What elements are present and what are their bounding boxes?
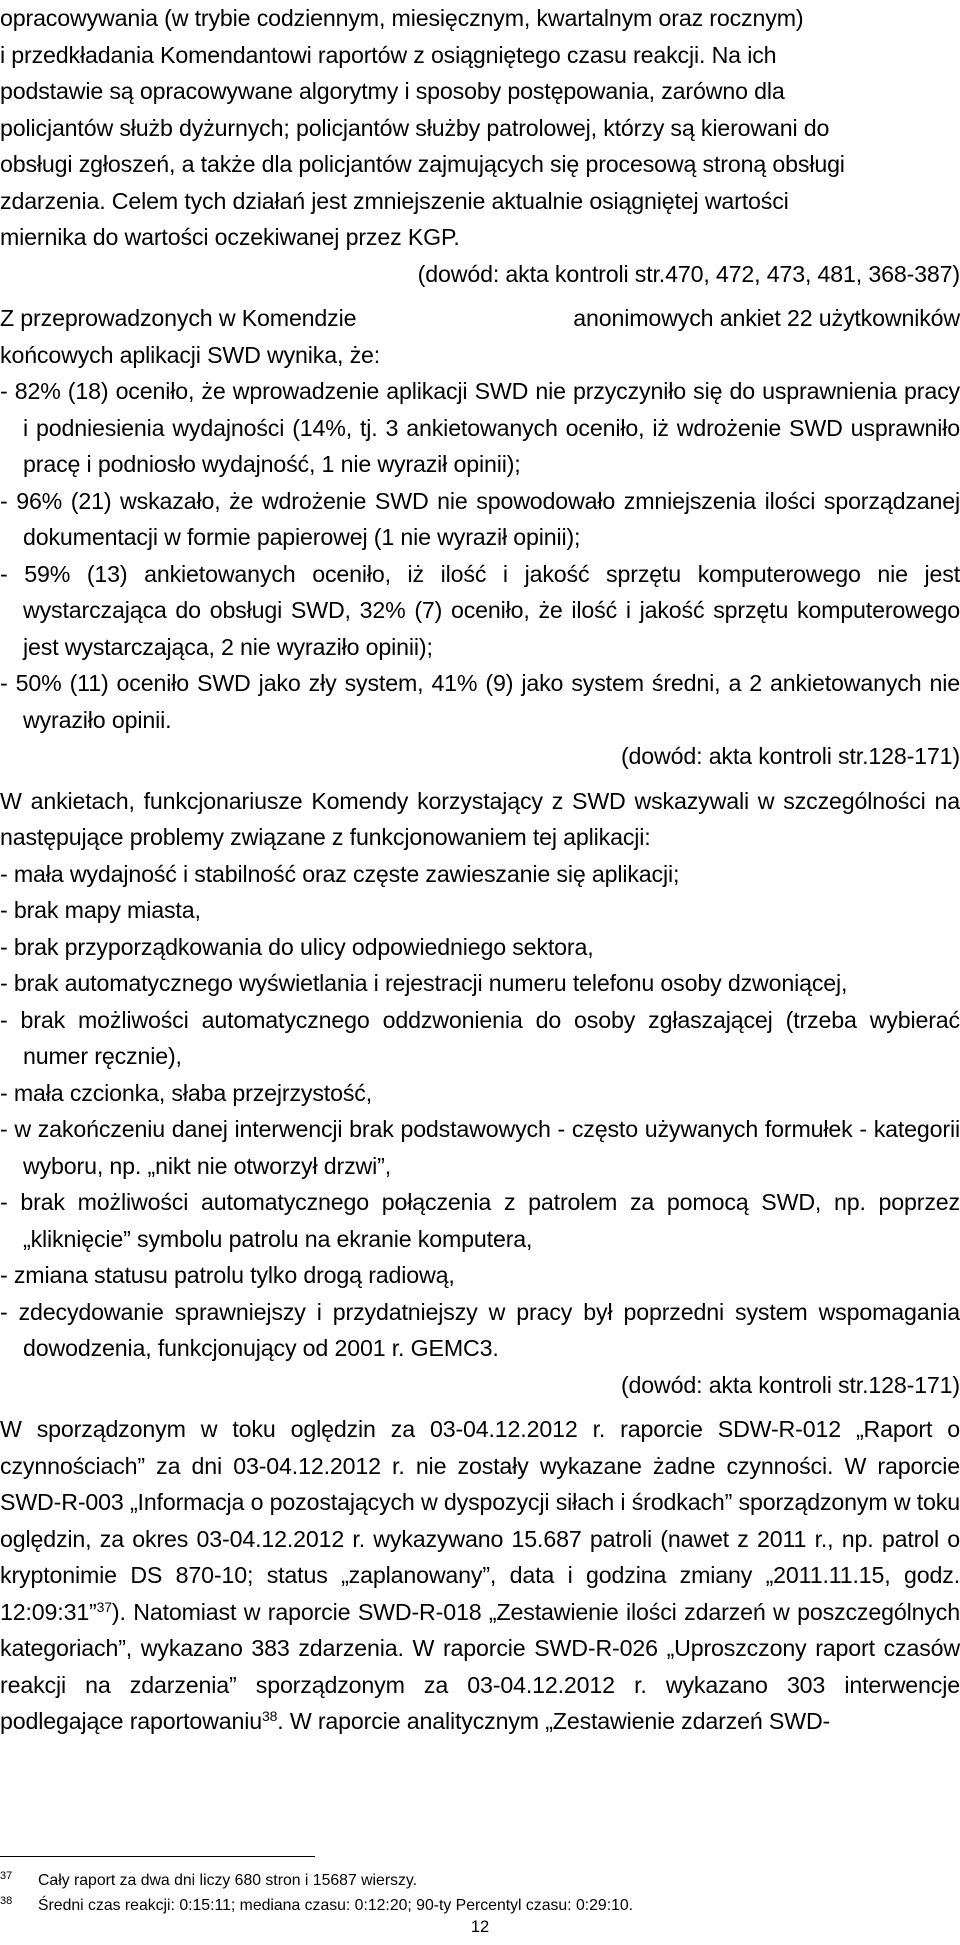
problem-item: - brak przyporządkowania do ulicy odpowiedniego sektora, [0,933,594,960]
problem-item: - brak automatycznego wyświetlania i rejestracji numeru telefonu osoby dzwoniącej, [0,970,848,996]
footnote-ref[interactable]: 37 [96,1598,112,1615]
evidence-reference: (dowód: akta kontroli str.128-171) [620,743,960,769]
final-text: ). Natomiast w raporcie SWD-R-018 „Zestawienie ilości zdarzeń w poszczególnych kategoriach”, wykazano 383 zdarzenia. W raporcie SWD-R-026 „Uproszczony raport czasów reakcji na zdarzenia” sporządzonym za 03-04.12.2012 r. wykazano 303 interwencje podlegające raportowaniu [0,1598,960,1734]
evidence-reference: (dowód: akta kontroli str.470, 472, 473, 481, 368-387) [417,260,960,287]
problem-item: - zdecydowanie sprawniejszy i przydatniejszy w pracy był poprzedni system wspomagania dowodzenia, funkcjonujący od 2001 r. GEMC3. [0,1298,960,1361]
survey-intro-line: końcowych aplikacji SWD wynika, że: [0,341,381,368]
intro-line: obsługi zgłoszeń, a także dla policjantów zajmujących się procesową stroną obsługi [0,151,845,177]
footnote-number: 37 [0,1870,13,1882]
problem-item: - w zakończeniu danej interwencji brak podstawowych - często używanych formułek - kategorii wyboru, np. „nikt nie otworzył drzwi”, [0,1116,960,1179]
problem-item: - mała wydajność i stabilność oraz częste zawieszanie się aplikacji; [0,860,680,887]
survey-intro [0,300,960,337]
survey-item: - 59% (13) ankietowanych oceniło, iż ilość i jakość sprzętu komputerowego nie jest wystarczająca do obsługi SWD, 32% (7) oceniło, że ilość i jakość sprzętu komputerowego jest wystarczająca, 2 nie wyraziło opinii); [0,560,960,660]
final-text: W sporządzonym w toku oględzin za 03-04.12.2012 r. raporcie SDW-R-012 „Raport o czynnościach” za dni 03-04.12.2012 r. nie zostały wykazane żadne czynności. W raporcie SWD-R-003 „Informacja o pozostających w dyspozycji siłach i środkach” sporządzonym w toku oględzin, za okres 03-04.12.2012 r. wykazywano 15.687 patroli (nawet z 2011 r., np. patrol o kryptonimie DS 870-10; status „zaplanowany”, data i godzina zmiany „2011.11.15, godz. 12:09:31” [0,1416,960,1625]
intro-line: miernika do wartości oczekiwanej przez KGP. [0,224,460,250]
final-text: . W raporcie analitycznym „Zestawienie zdarzeń SWD- [277,1708,831,1734]
intro-line: policjantów służb dyżurnych; policjantów służby patrolowej, którzy są kierowani do [0,114,830,141]
problem-item: - brak możliwości automatycznego oddzwonienia do osoby zgłaszającej (trzeba wybierać numer ręcznie), [0,1006,960,1069]
problem-item: - zmiana statusu patrolu tylko drogą radiową, [0,1262,455,1288]
problem-item: - mała czcionka, słaba przejrzystość, [0,1079,373,1106]
footnote-text: Średni czas reakcji: 0:15:11; mediana czasu: 0:12:20; 90-ty Percentyl czasu: 0:29:10. [38,1897,634,1914]
evidence-reference: (dowód: akta kontroli str.128-171) [620,1371,960,1398]
problem-item: - brak możliwości automatycznego połączenia z patrolem za pomocą SWD, np. poprzez „kliknięcie” symbolu patrolu na ekranie komputera, [0,1189,960,1252]
intro-line: podstawie są opracowywane algorytmy i sposoby postępowania, zarówno dla [0,78,785,104]
problem-item: - brak mapy miasta, [0,897,201,923]
footnote-number: 38 [0,1895,13,1907]
footnote-text: Cały raport za dwa dni liczy 680 stron i 15687 wierszy. [38,1872,418,1889]
footnote-ref[interactable]: 38 [261,1708,278,1724]
survey-item: - 50% (11) oceniło SWD jako zły system, 41% (9) jako system średni, a 2 ankietowanych nie wyraziło opinii. [0,670,960,733]
survey-intro-part: Z przeprowadzonych w Komendzie [0,305,357,331]
problems-intro: W ankietach, funkcjonariusze Komendy korzystający z SWD wskazywali w szczególności na następujące problemy związane z funkcjonowaniem tej aplikacji: [0,787,960,850]
survey-intro-part: anonimowych ankiet 22 użytkowników [573,305,960,331]
survey-item: - 96% (21) wskazało, że wdrożenie SWD nie spowodowało zmniejszenia ilości sporządzanej dokumentacji w formie papierowej (1 nie wyraził opinii); [0,487,960,550]
page-number: 12 [470,1918,490,1936]
intro-line: zdarzenia. Celem tych działań jest zmniejszenie aktualnie osiągniętej wartości [0,187,789,214]
intro-line: i przedkładania Komendantowi raportów z osiągniętego czasu reakcji. Na ich [0,41,777,68]
footnote-separator [0,1856,315,1857]
final-paragraph [0,1411,960,1740]
survey-item: - 82% (18) oceniło, że wprowadzenie aplikacji SWD nie przyczyniło się do usprawnienia pracy i podniesienia wydajności (14%, tj. 3 ankietowanych oceniło, iż wdrożenie SWD usprawniło pracę i podniosło wydajność, 1 nie wyraził opinii); [0,378,960,477]
intro-line: opracowywania (w trybie codziennym, miesięcznym, kwartalnym oraz rocznym) [0,5,804,31]
